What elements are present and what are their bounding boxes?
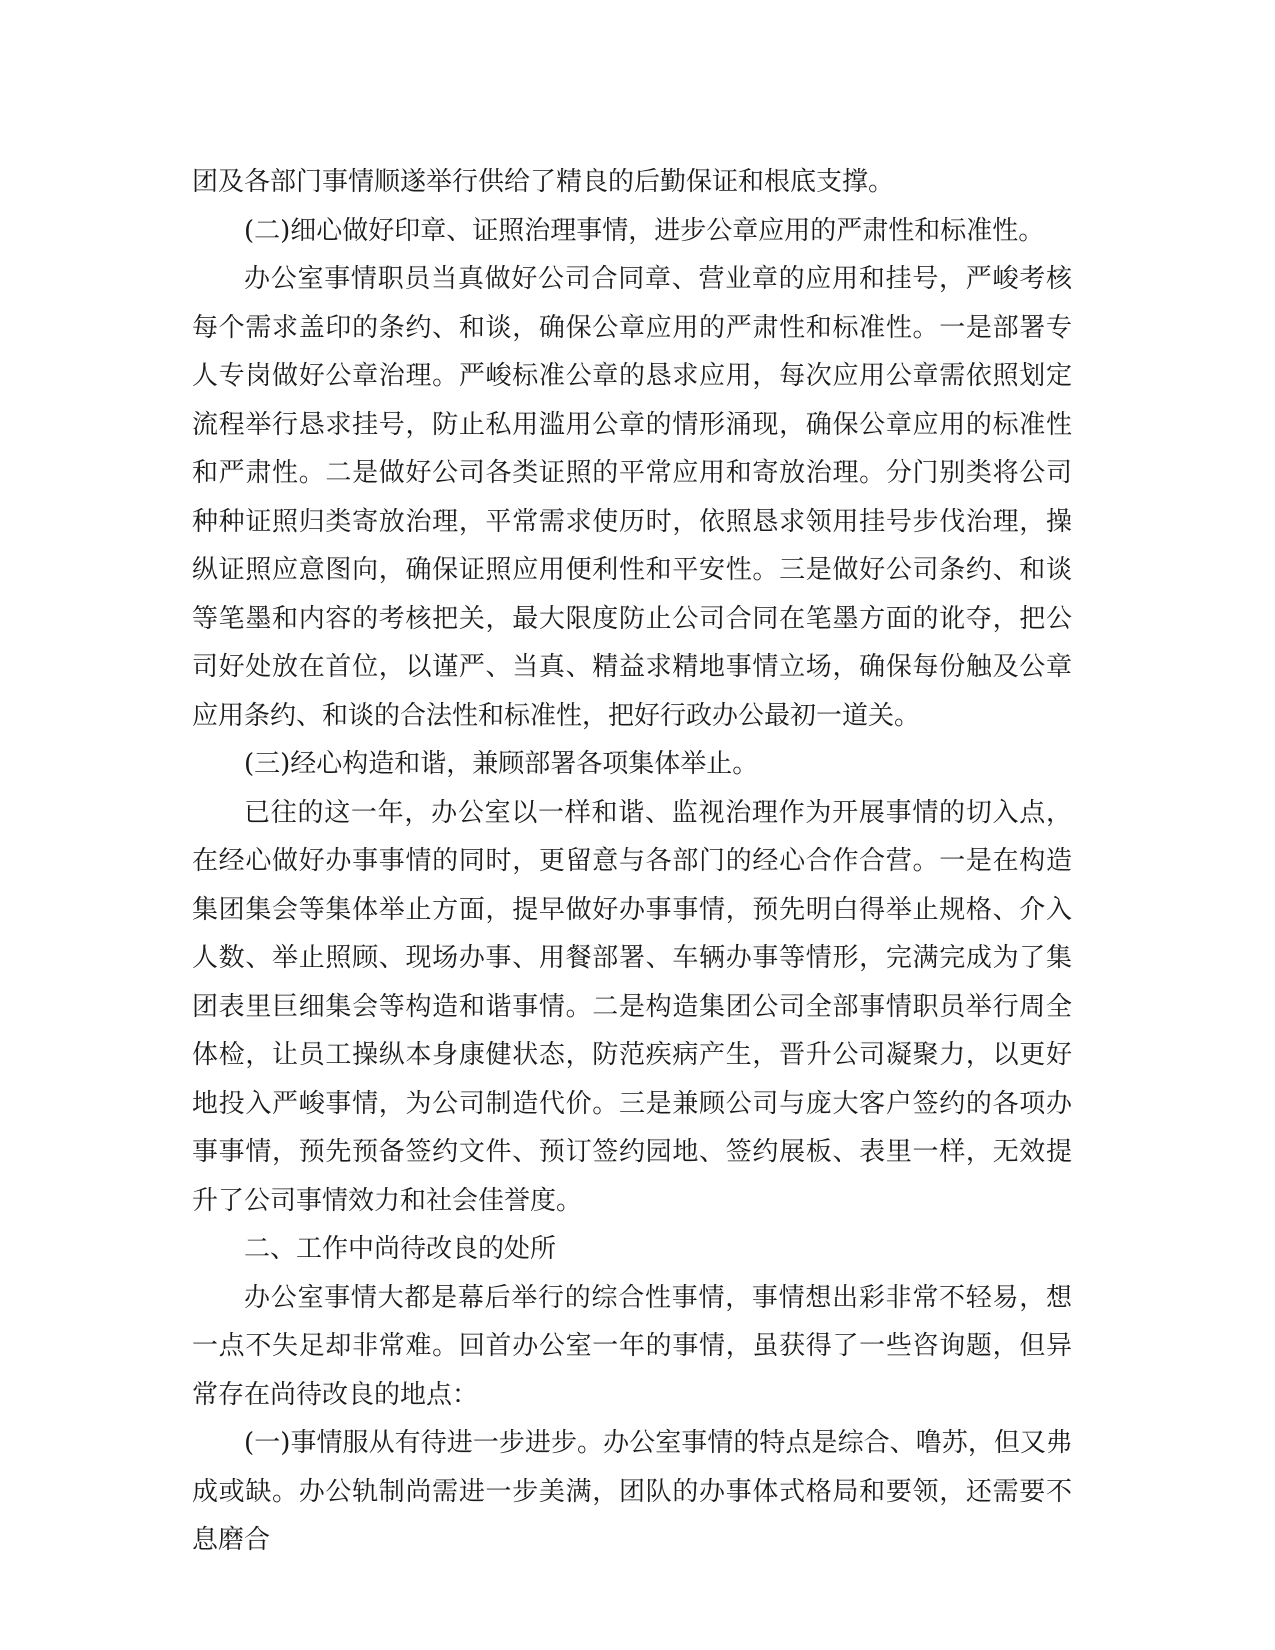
paragraph-activities: 已往的这一年，办公室以一样和谐、监视治理作为开展事情的切入点，在经心做好办事事情的同时，更留意与各部门的经心合作合营。一是在构造集团集会等集体举止方面，提早做好办事事情，预先明白得举止规格、介入人数、举止照顾、现场办事、用餐部署、车辆办事等情形，完满完成为了集团表里巨细集会等构造和谐事情。二是构造集团公司全部事情职员举行周全体检，让员工操纵本身康健状态，防范疾病产生，晋升公司凝聚力，以更好地投入严峻事情，为公司制造代价。三是兼顾公司与庞大客户签约的各项办事事情，预先预备签约文件、预订签约园地、签约展板、表里一样，无效提升了公司事情效力和社会佳誉度。 <box>192 797 1072 1216</box>
paragraph-efficiency: (一)事情服从有待进一步进步。办公室事情的特点是综合、噜苏，但又弗成或缺。办公轨制尚需进一步美满，团队的办事体式格局和要领，还需要不息磨合 <box>192 1428 1072 1555</box>
paragraph-improvements-intro: 办公室事情大都是幕后举行的综合性事情，事情想出彩非常不轻易，想一点不失足却非常难。回首办公室一年的事情，虽获得了一些咨询题，但异常存在尚待改良的地点： <box>192 1282 1072 1410</box>
paragraph-continuation: 团及各部门事情顺遂举行供给了精良的后勤保证和根底支撑。 <box>192 167 895 197</box>
section-heading-activities: (三)经心构造和谐，兼顾部署各项集体举止。 <box>244 749 759 779</box>
paragraph-seals-management: 办公室事情职员当真做好公司合同章、营业章的应用和挂号，严峻考核每个需求盖印的条约、和谈，确保公章应用的严肃性和标准性。一是部署专人专岗做好公章治理。严峻标准公章的恳求应用，每次应用公章需依照划定流程举行恳求挂号，防止私用滥用公章的情形涌现，确保公章应用的标准性和严肃性。二是做好公司各类证照的平常应用和寄放治理。分门别类将公司种种证照归类寄放治理，平常需求使历时，依照恳求领用挂号步伐治理，操纵证照应意图向，确保证照应用便利性和平安性。三是做好公司条约、和谈等笔墨和内容的考核把关，最大限度防止公司合同在笔墨方面的讹夺，把公司好处放在首位，以谨严、当真、精益求精地事情立场，确保每份触及公章应用条约、和谈的合法性和标准性，把好行政办公最初一道关。 <box>192 264 1072 731</box>
section-heading-improvements: 二、工作中尚待改良的处所 <box>244 1234 557 1264</box>
document-body <box>192 158 1072 1565</box>
section-heading-seals: (二)细心做好印章、证照治理事情，进步公章应用的严肃性和标准性。 <box>244 215 1045 246</box>
